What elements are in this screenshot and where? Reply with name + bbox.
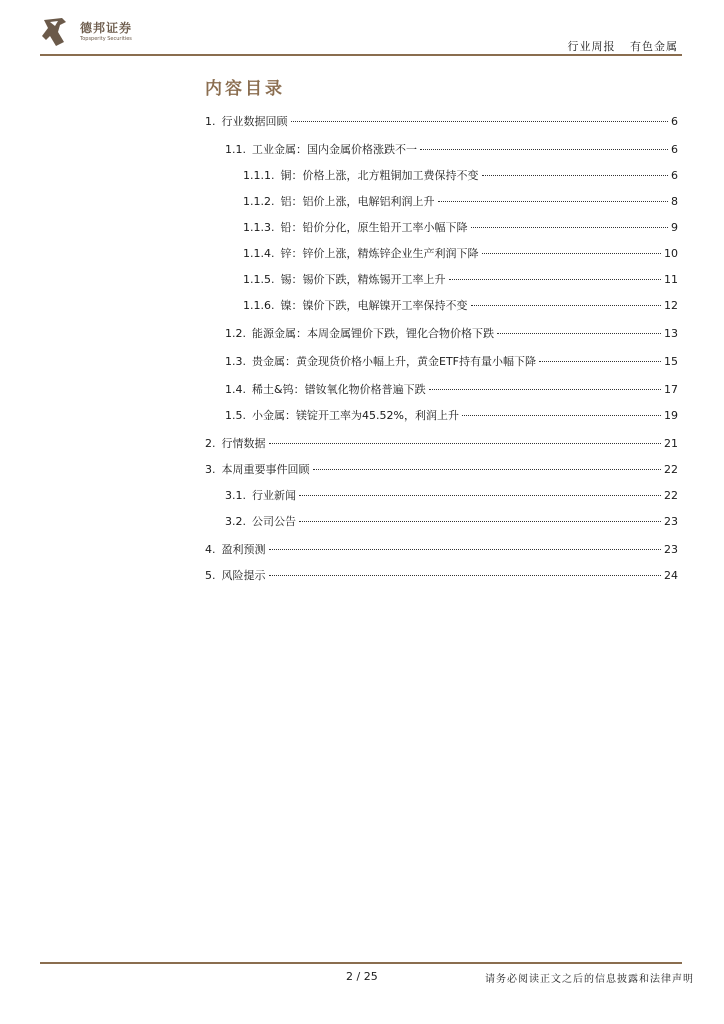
toc-leader [449, 279, 662, 280]
toc-leader [299, 521, 661, 522]
toc-leader [438, 201, 669, 202]
toc-entry[interactable] [243, 168, 678, 184]
toc-entry[interactable] [205, 114, 678, 130]
toc-entry-title: 稀土&钨：镨钕氧化物价格普遍下跌 [252, 383, 426, 396]
toc-entry-title: 工业金属：国内金属价格涨跌不一 [252, 143, 417, 156]
toc-entry-page: 22 [664, 489, 678, 502]
toc-entry-page: 10 [664, 247, 678, 260]
toc-entry[interactable] [225, 142, 678, 158]
toc-entry-title: 能源金属：本周金属锂价下跌，锂化合物价格下跌 [252, 327, 494, 340]
toc-entry-page: 6 [671, 143, 678, 156]
toc-entry-number: 1.1.1. [243, 169, 275, 182]
toc-entry-page: 13 [664, 327, 678, 340]
toc-entry-title: 锌：锌价上涨，精炼锌企业生产利润下降 [280, 247, 479, 260]
toc-leader [429, 389, 661, 390]
toc-entry[interactable] [225, 408, 678, 424]
report-category: 行业周报 [567, 40, 616, 53]
toc-entry-number: 5. [205, 569, 216, 582]
legal-disclaimer: 请务必阅读正文之后的信息披露和法律声明 [485, 974, 694, 985]
toc-entry-page: 11 [664, 273, 678, 286]
company-logo [40, 16, 140, 50]
toc-entry-title: 行情数据 [221, 437, 266, 450]
toc-leader [269, 549, 662, 550]
toc-entry-page: 17 [664, 383, 678, 396]
toc-entry-page: 12 [664, 299, 678, 312]
toc-leader [291, 121, 669, 122]
toc-entry-title: 铝：铝价上涨，电解铝利润上升 [280, 195, 435, 208]
toc-entry-page: 21 [664, 437, 678, 450]
toc-entry[interactable] [205, 568, 678, 584]
toc-leader [471, 305, 662, 306]
toc-entry[interactable] [205, 436, 678, 452]
toc-entry-title: 小金属：镁锭开工率为45.52%，利润上升 [252, 409, 459, 422]
toc-entry-number: 3. [205, 463, 216, 476]
toc-entry-number: 1.1.2. [243, 195, 275, 208]
toc-entry-page: 9 [671, 221, 678, 234]
header-divider [40, 54, 682, 56]
toc-entry-title: 公司公告 [252, 515, 296, 528]
toc-entry-title: 行业数据回顾 [221, 115, 288, 128]
toc-entry[interactable] [243, 298, 678, 314]
toc-entry-title: 铜：价格上涨，北方粗铜加工费保持不变 [280, 169, 479, 182]
toc-leader [269, 443, 662, 444]
toc-entry-number: 1.3. [225, 355, 246, 368]
toc-entry-number: 3.1. [225, 489, 246, 502]
toc-entry[interactable] [243, 220, 678, 236]
toc-entry-number: 1.5. [225, 409, 246, 422]
logo-mark-icon [40, 16, 70, 48]
toc-entry-number: 1.1.6. [243, 299, 275, 312]
toc-entry[interactable] [225, 354, 678, 370]
toc-entry-number: 1. [205, 115, 216, 128]
toc-entry-number: 1.4. [225, 383, 246, 396]
toc-entry-title: 镍：镍价下跌，电解镍开工率保持不变 [280, 299, 468, 312]
toc-entry-number: 1.1.3. [243, 221, 275, 234]
toc-entry-title: 盈利预测 [221, 543, 266, 556]
page-header [0, 0, 724, 60]
report-sector: 有色金属 [630, 40, 678, 53]
toc-leader [482, 175, 669, 176]
toc-entry[interactable] [243, 246, 678, 262]
toc-entry-page: 19 [664, 409, 678, 422]
toc-leader [269, 575, 662, 576]
toc-entry-number: 2. [205, 437, 216, 450]
toc-entry-page: 8 [671, 195, 678, 208]
footer-divider [40, 962, 682, 964]
toc-leader [420, 149, 668, 150]
page-indicator: 2 / 25 [346, 970, 378, 983]
toc-title: 内容目录 [205, 79, 285, 99]
toc-entry[interactable] [225, 326, 678, 342]
toc-entry-page: 15 [664, 355, 678, 368]
toc-leader [471, 227, 669, 228]
toc-entry[interactable] [205, 462, 678, 478]
toc-entry-title: 风险提示 [221, 569, 266, 582]
toc-entry[interactable] [243, 194, 678, 210]
header-labels [568, 38, 679, 54]
toc-entry-page: 23 [664, 515, 678, 528]
toc-entry-title: 行业新闻 [252, 489, 296, 502]
toc-entry[interactable] [225, 382, 678, 398]
toc-leader [313, 469, 662, 470]
toc-entry-number: 1.1. [225, 143, 246, 156]
toc-entry-page: 24 [664, 569, 678, 582]
toc-entry-title: 本周重要事件回顾 [221, 463, 310, 476]
toc-leader [497, 333, 661, 334]
toc-leader [299, 495, 661, 496]
toc-leader [482, 253, 662, 254]
toc-entry-number: 1.1.4. [243, 247, 275, 260]
toc-entry-number: 3.2. [225, 515, 246, 528]
toc-entry-page: 22 [664, 463, 678, 476]
toc-leader [462, 415, 661, 416]
toc-entry-number: 4. [205, 543, 216, 556]
toc-entry-page: 6 [671, 169, 678, 182]
toc-leader [539, 361, 661, 362]
toc-entry[interactable] [225, 488, 678, 504]
logo-text-en: Topsperity Securities [80, 36, 132, 42]
toc-entry-page: 23 [664, 543, 678, 556]
toc-entry[interactable] [225, 514, 678, 530]
toc-entry[interactable] [243, 272, 678, 288]
toc-entry-number: 1.2. [225, 327, 246, 340]
toc-entry-title: 锡：锡价下跌，精炼锡开工率上升 [280, 273, 446, 286]
toc-entry[interactable] [205, 542, 678, 558]
logo-text-cn: 德邦证券 [80, 21, 133, 35]
toc-entry-title: 铅：铅价分化，原生铅开工率小幅下降 [280, 221, 468, 234]
toc-entry-title: 贵金属：黄金现货价格小幅上升，黄金ETF持有量小幅下降 [252, 355, 536, 368]
toc-entry-number: 1.1.5. [243, 273, 275, 286]
toc-entry-page: 6 [671, 115, 678, 128]
